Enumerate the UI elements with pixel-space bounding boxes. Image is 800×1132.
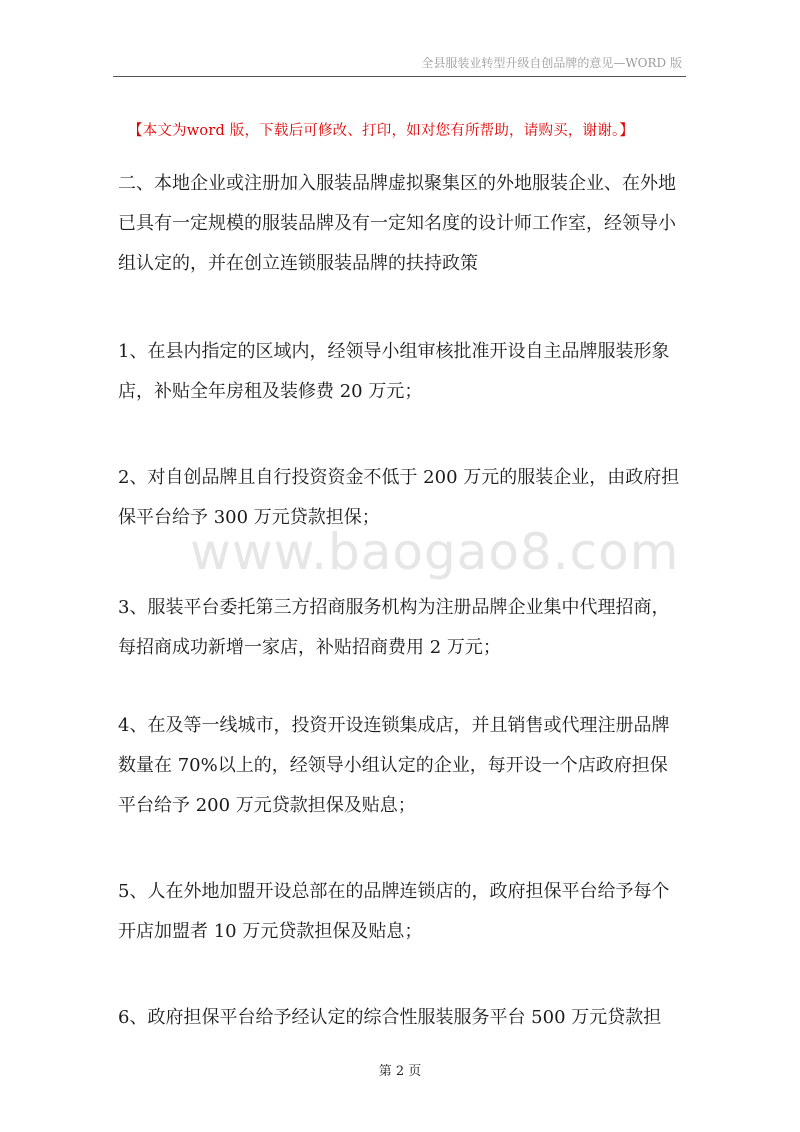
paragraph-item-1: 1、在县内指定的区域内，经领导小组审核批准开设自主品牌服装形象店，补贴全年房租及装修费 20 万元； bbox=[118, 341, 670, 402]
paragraph-item-3: 3、服装平台委托第三方招商服务机构为注册品牌企业集中代理招商，每招商成功新增一家店，补贴招商费用 2 万元； bbox=[118, 597, 670, 658]
header-divider bbox=[113, 76, 686, 77]
paragraph-item-5: 5、人在外地加盟开设总部在的品牌连锁店的，政府担保平台给予每个开店加盟者 10 万元贷款担保及贴息； bbox=[118, 881, 670, 942]
paragraph-intro: 二、本地企业或注册加入服装品牌虚拟聚集区的外地服装企业、在外地已具有一定规模的服装品牌及有一定知名度的设计师工作室，经领导小组认定的，并在创立连锁服装品牌的扶持政策 bbox=[118, 173, 676, 274]
download-notice: 【本文为word 版，下载后可修改、打印，如对您有所帮助，请购买，谢谢。】 bbox=[128, 123, 635, 139]
header-document-title: 全县服装业转型升级自创品牌的意见—WORD 版 bbox=[421, 56, 682, 70]
page-number: 第 2 页 bbox=[378, 1064, 422, 1079]
paragraph-item-4: 4、在及等一线城市，投资开设连锁集成店，并且销售或代理注册品牌数量在 70%以上的，经领导小组认定的企业，每开设一个店政府担保平台给予 200 万元贷款担保及贴息； bbox=[118, 715, 670, 816]
paragraph-item-2: 2、对自创品牌且自行投资资金不低于 200 万元的服装企业，由政府担保平台给予 300 万元贷款担保； bbox=[118, 467, 680, 528]
paragraph-item-6: 6、政府担保平台给予经认定的综合性服装服务平台 500 万元贷款担 bbox=[118, 1007, 662, 1028]
watermark: www.baogao8.com bbox=[190, 523, 680, 581]
